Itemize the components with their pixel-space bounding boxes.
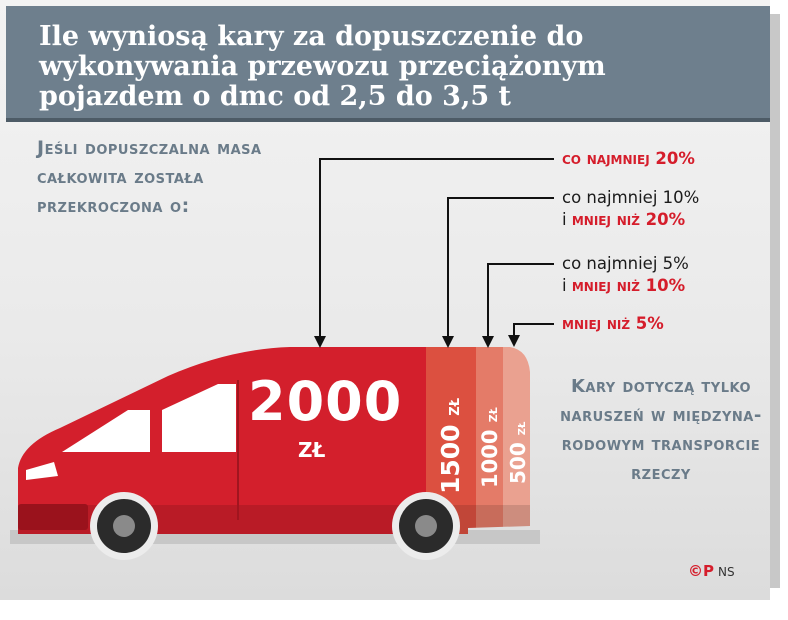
threshold-label-10: [562, 187, 699, 231]
threshold-5-red: mniej niż 10%: [571, 276, 686, 295]
arrowhead-10: [442, 336, 454, 348]
threshold-5-conj: i: [562, 276, 572, 295]
front-bumper: [18, 504, 88, 530]
penalty-1000: [477, 388, 505, 488]
threshold-20-red: co najmniej 20%: [562, 149, 695, 168]
penalty-1500-currency: zł: [443, 397, 464, 416]
penalty-500-currency: zł: [513, 421, 529, 436]
leader-line-20: [320, 159, 554, 338]
penalty-500-amount: 500: [506, 442, 530, 484]
question-text: Jeśli dopuszczalna masa całkowita została przekroczona o:: [37, 137, 262, 217]
penalty-2000-amount: 2000: [248, 370, 403, 433]
threshold-10-conj: i: [562, 210, 572, 229]
arrowhead-20: [314, 336, 326, 348]
arrowhead-0: [508, 335, 520, 347]
cp-logo: ©P: [688, 562, 714, 580]
front-hubcap: [113, 515, 135, 537]
credit-author: NS: [718, 565, 735, 579]
penalty-1000-amount: 1000: [478, 429, 502, 488]
note-text: Kary dotyczą tylko naruszeń w międzyna-rodowym transporcie rzeczy: [560, 376, 762, 484]
penalty-1000-currency: zł: [483, 407, 501, 423]
threshold-10-line1: co najmniej 10%: [562, 188, 700, 207]
threshold-label-5: [562, 253, 689, 297]
rear-hubcap: [415, 515, 437, 537]
leader-line-10: [448, 198, 554, 338]
leader-line-5: [488, 264, 554, 338]
penalty-1500: [429, 384, 476, 494]
page-title: Ile wyniosą kary za dopuszczenie do wykonywania przewozu przeciążonym pojazdem o dmc od 2,5 do 3,5 t: [39, 21, 606, 112]
threshold-5-line1: co najmniej 5%: [562, 254, 689, 273]
penalty-1500-amount: 1500: [436, 424, 465, 494]
leader-line-0: [514, 324, 554, 338]
penalty-2000-currency: zł: [298, 431, 326, 464]
threshold-0-red: mniej niż 5%: [562, 314, 664, 333]
threshold-label-0: [562, 313, 664, 335]
arrowhead-5: [482, 336, 494, 348]
threshold-label-20: [562, 148, 695, 170]
credit: [688, 562, 735, 580]
penalty-500: [505, 394, 534, 484]
threshold-10-red: mniej niż 20%: [571, 210, 686, 229]
